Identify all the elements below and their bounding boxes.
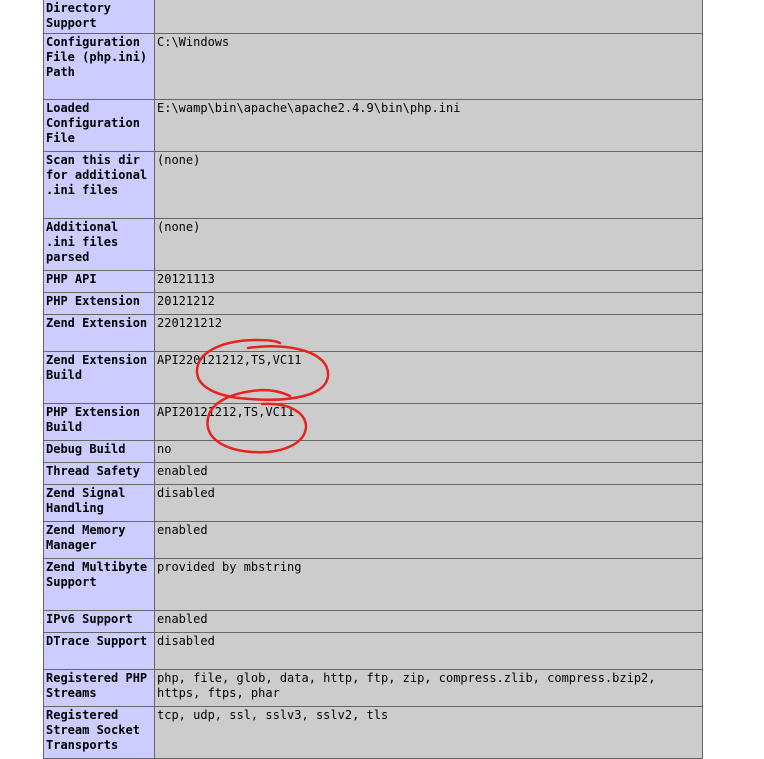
row-label: Zend Extension Build <box>44 352 155 404</box>
table-row <box>44 611 703 633</box>
row-value: E:\wamp\bin\apache\apache2.4.9\bin\php.ini <box>155 100 703 152</box>
row-label: Zend Extension <box>44 315 155 352</box>
row-value: 20121113 <box>155 271 703 293</box>
row-label: Configuration File (php.ini) Path <box>44 34 155 100</box>
phpinfo-config-table <box>43 0 703 759</box>
table-row <box>44 441 703 463</box>
row-label: Zend Memory Manager <box>44 522 155 559</box>
row-value: enabled <box>155 611 703 633</box>
row-value: provided by mbstring <box>155 559 703 611</box>
row-label: DTrace Support <box>44 633 155 670</box>
row-label: Registered Stream Socket Transports <box>44 707 155 759</box>
row-value: enabled <box>155 522 703 559</box>
row-value: (none) <box>155 219 703 271</box>
table-row <box>44 559 703 611</box>
table-row <box>44 271 703 293</box>
row-label: Registered PHP Streams <box>44 670 155 707</box>
table-row <box>44 219 703 271</box>
row-value: no <box>155 441 703 463</box>
row-value: 220121212 <box>155 315 703 352</box>
table-row <box>44 293 703 315</box>
table-row <box>44 633 703 670</box>
row-value: (none) <box>155 152 703 219</box>
row-label: Loaded Configuration File <box>44 100 155 152</box>
table-row <box>44 670 703 707</box>
row-label: Zend Multibyte Support <box>44 559 155 611</box>
row-label: Debug Build <box>44 441 155 463</box>
table-row <box>44 100 703 152</box>
row-label: PHP Extension <box>44 293 155 315</box>
table-row <box>44 0 703 34</box>
row-label: Thread Safety <box>44 463 155 485</box>
row-label: IPv6 Support <box>44 611 155 633</box>
row-label: Scan this dir for additional .ini files <box>44 152 155 219</box>
row-value: API20121212,TS,VC11 <box>155 404 703 441</box>
row-value <box>155 0 703 34</box>
table-row <box>44 707 703 759</box>
table-row <box>44 152 703 219</box>
row-value: C:\Windows <box>155 34 703 100</box>
table-row <box>44 315 703 352</box>
row-value: disabled <box>155 485 703 522</box>
table-row <box>44 404 703 441</box>
table-row <box>44 34 703 100</box>
row-value: 20121212 <box>155 293 703 315</box>
table-row <box>44 485 703 522</box>
table-row <box>44 522 703 559</box>
table-row <box>44 352 703 404</box>
row-label: PHP Extension Build <box>44 404 155 441</box>
row-value: disabled <box>155 633 703 670</box>
row-label: Additional .ini files parsed <box>44 219 155 271</box>
row-value: API220121212,TS,VC11 <box>155 352 703 404</box>
row-label: Directory Support <box>44 0 155 34</box>
row-label: Zend Signal Handling <box>44 485 155 522</box>
row-value: php, file, glob, data, http, ftp, zip, compress.zlib, compress.bzip2, https, ftps, phar <box>155 670 703 707</box>
row-value: tcp, udp, ssl, sslv3, sslv2, tls <box>155 707 703 759</box>
row-label: PHP API <box>44 271 155 293</box>
table-row <box>44 463 703 485</box>
row-value: enabled <box>155 463 703 485</box>
